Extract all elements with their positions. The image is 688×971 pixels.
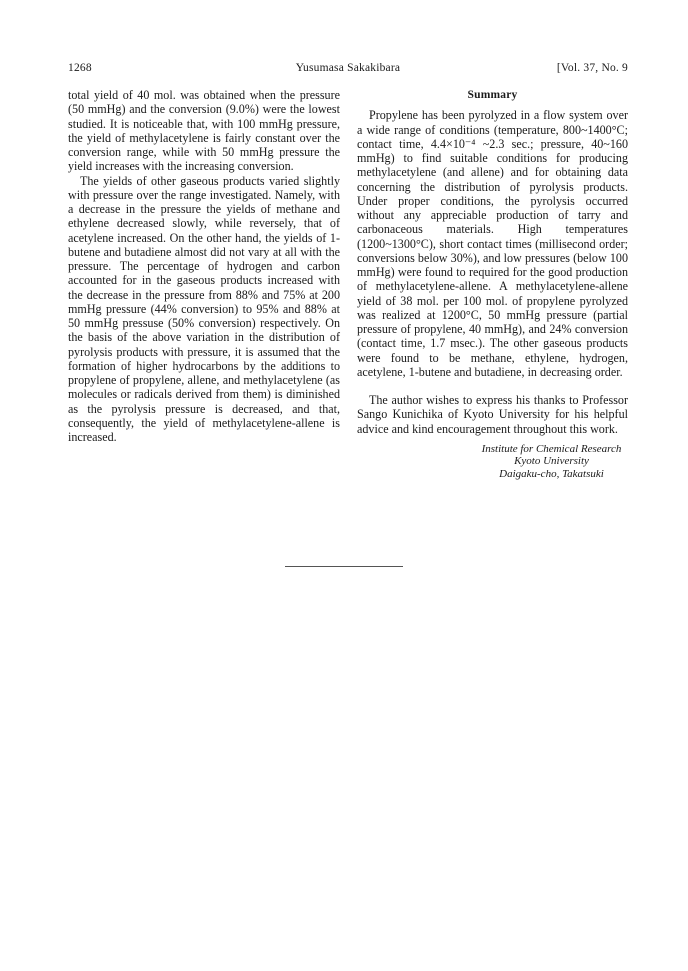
volume-info: [Vol. 37, No. 9 <box>556 62 628 74</box>
affiliation-line: Kyoto University <box>514 455 589 468</box>
author-affiliation <box>357 443 628 481</box>
running-header <box>68 62 628 80</box>
right-column <box>357 88 628 480</box>
affiliation-line: Institute for Chemical Research <box>481 442 622 455</box>
summary-heading: Summary <box>467 89 518 101</box>
end-of-article-rule <box>285 566 403 567</box>
acknowledgement-paragraph: The author wishes to express his thanks to Professor Sango Kunichika of Kyoto University for his helpful advice and kind encouragement throughout this work. <box>357 393 628 436</box>
summary-paragraph: Propylene has been pyrolyzed in a flow system over a wide range of conditions (temperature, 800~1400°C; contact time, 4.4×10⁻⁴ ~2.3 sec.; pressure, 40~160 mmHg) to find suitable conditions for producing methylacetylene (and allene) and for obtaining data concerning the distribution of pyrolysis products. Under proper conditions, the pyrolysis occurred without any appreciable production of tarry and carbonaceous materials. High temperatures (1200~1300°C), short contact times (millisecond order; conversions below 30%), and low pressures (below 100 mmHg) were found to required for the good production of methylacetylene-allene. A methylacetylene-allene yield of 38 mol. per 100 mol. of propylene pyrolyzed was realized at 1200°C, 50 mmHg pressure (partial pressure of propylene, 40 mmHg), and 24% conversion (contact time, 1.7 msec.). The other gaseous products were found to be methane, ethylene, hydrogen, acetylene, 1-butene and butadiene, in decreasing order. <box>357 108 628 379</box>
running-author: Yusumasa Sakakibara <box>295 62 401 74</box>
page-number: 1268 <box>68 62 92 74</box>
affiliation-line: Daigaku-cho, Takatsuki <box>499 467 604 480</box>
paragraph: The yields of other gaseous products varied slightly with pressure over the range investigated. Namely, with a decrease in the pressure the yields of methane and ethylene decreased slowly, while reversely, that of acetylene increased. On the other hand, the yields of 1-butene and butadiene almost did not vary at all with the pressure. The percentage of hydrogen and carbon accounted for in the gaseous products increased with the decrease in the pressure from 88% and 75% at 200 mmHg pressure (44% conversion) to 95% and 88% at 50 mmHg pressuse (50% conversion) respectively. On the basis of the above variation in the distribution of pyrolysis products with pressure, it is assumed that the formation of higher hydrocarbons by the additions to propylene of propylene, allene, and methylacetylene (as molecules or radicals derived from them) is diminished as the pyrolysis pressure is decreased, and that, consequently, the yield of methylacetylene-allene is increased. <box>68 173 340 444</box>
left-column <box>68 88 340 444</box>
paragraph: total yield of 40 mol. was obtained when the pressure (50 mmHg) and the conversion (9.0%) were the lowest studied. It is noticeable that, with 100 mmHg pressure, the yield of methylacetylene is fairly constant over the conversion range, while with 50 mmHg pressure the yield increases with the increasing conversion. <box>68 88 340 174</box>
